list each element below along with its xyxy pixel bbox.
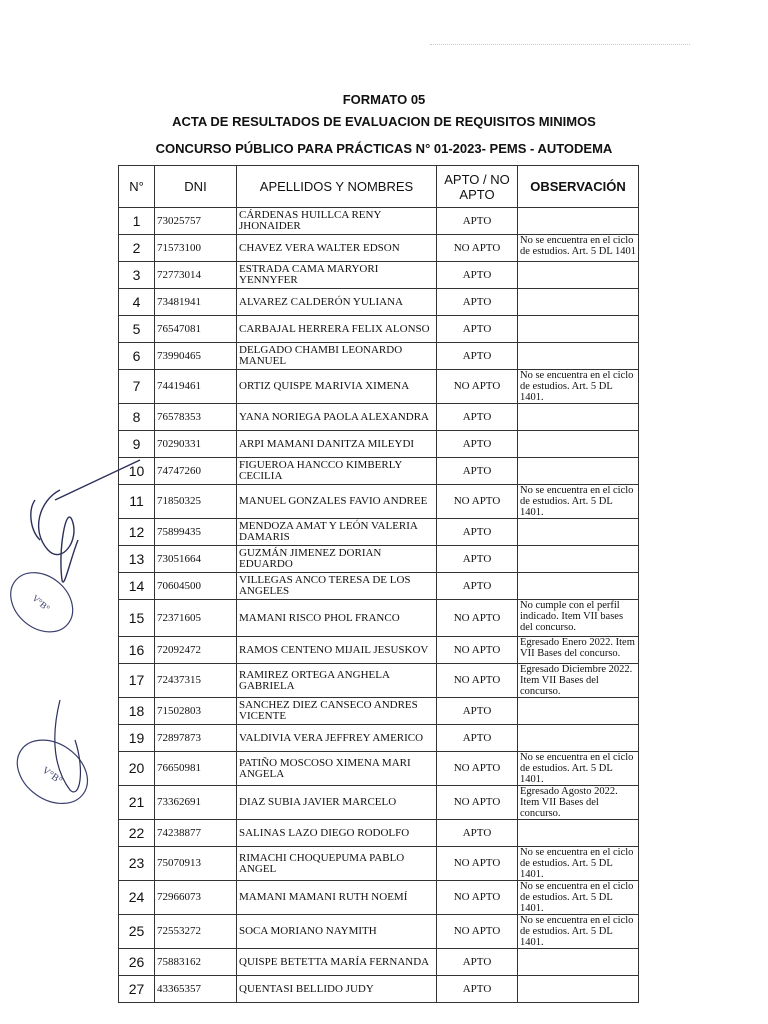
row-number: 12 [119, 519, 155, 546]
row-name: CHAVEZ VERA WALTER EDSON [237, 235, 437, 262]
row-number: 20 [119, 752, 155, 786]
table-row [119, 698, 639, 725]
table-row [119, 404, 639, 431]
row-apto: APTO [437, 820, 518, 847]
row-dni: 43365357 [155, 976, 237, 1003]
row-name: ORTIZ QUISPE MARIVIA XIMENA [237, 370, 437, 404]
row-name: MAMANI RISCO PHOL FRANCO [237, 600, 437, 637]
row-apto: APTO [437, 949, 518, 976]
col-header-dni: DNI [155, 166, 237, 208]
table-row [119, 485, 639, 519]
row-number: 6 [119, 343, 155, 370]
table-row [119, 235, 639, 262]
row-number: 10 [119, 458, 155, 485]
row-observacion: Egresado Agosto 2022. Item VII Bases del concurso. [518, 786, 639, 820]
table-row [119, 786, 639, 820]
row-apto: NO APTO [437, 485, 518, 519]
row-name: MANUEL GONZALES FAVIO ANDREE [237, 485, 437, 519]
row-dni: 72371605 [155, 600, 237, 637]
row-number: 11 [119, 485, 155, 519]
table-row [119, 262, 639, 289]
row-observacion [518, 698, 639, 725]
row-name: RIMACHI CHOQUEPUMA PABLO ANGEL [237, 847, 437, 881]
format-title: FORMATO 05 [342, 92, 426, 107]
row-apto: APTO [437, 289, 518, 316]
row-number: 1 [119, 208, 155, 235]
row-name: PATIÑO MOSCOSO XIMENA MARI ANGELA [237, 752, 437, 786]
row-apto: NO APTO [437, 664, 518, 698]
row-number: 17 [119, 664, 155, 698]
table-row [119, 820, 639, 847]
row-observacion [518, 820, 639, 847]
row-apto: APTO [437, 519, 518, 546]
row-number: 25 [119, 915, 155, 949]
row-observacion [518, 431, 639, 458]
row-dni: 73025757 [155, 208, 237, 235]
row-observacion: No se encuentra en el ciclo de estudios. Art. 5 DL 1401. [518, 881, 639, 915]
table-row [119, 208, 639, 235]
row-dni: 72897873 [155, 725, 237, 752]
row-dni: 70290331 [155, 431, 237, 458]
row-number: 15 [119, 600, 155, 637]
row-apto: NO APTO [437, 235, 518, 262]
row-apto: NO APTO [437, 786, 518, 820]
row-name: QUENTASI BELLIDO JUDY [237, 976, 437, 1003]
row-apto: NO APTO [437, 752, 518, 786]
row-dni: 74747260 [155, 458, 237, 485]
row-observacion [518, 519, 639, 546]
row-observacion: No se encuentra en el ciclo de estudios. Art. 5 DL 1401. [518, 485, 639, 519]
col-header-apto: APTO / NO APTO [437, 166, 518, 208]
row-name: SOCA MORIANO NAYMITH [237, 915, 437, 949]
table-row [119, 289, 639, 316]
row-apto: APTO [437, 262, 518, 289]
table-row [119, 637, 639, 664]
row-number: 3 [119, 262, 155, 289]
row-name: RAMOS CENTENO MIJAIL JESUSKOV [237, 637, 437, 664]
table-row [119, 431, 639, 458]
row-name: DIAZ SUBIA JAVIER MARCELO [237, 786, 437, 820]
row-name: MAMANI MAMANI RUTH NOEMÍ [237, 881, 437, 915]
svg-text:V°B°: V°B° [30, 592, 52, 614]
table-header-row [119, 166, 639, 208]
row-dni: 76547081 [155, 316, 237, 343]
row-observacion [518, 458, 639, 485]
row-number: 23 [119, 847, 155, 881]
row-number: 22 [119, 820, 155, 847]
svg-text:V°B°: V°B° [39, 765, 65, 787]
row-observacion: Egresado Diciembre 2022. Item VII Bases del concurso. [518, 664, 639, 698]
row-name: RAMIREZ ORTEGA ANGHELA GABRIELA [237, 664, 437, 698]
row-dni: 76650981 [155, 752, 237, 786]
row-observacion [518, 289, 639, 316]
row-dni: 72092472 [155, 637, 237, 664]
results-table [118, 165, 639, 1003]
row-name: QUISPE BETETTA MARÍA FERNANDA [237, 949, 437, 976]
row-number: 4 [119, 289, 155, 316]
row-number: 13 [119, 546, 155, 573]
row-apto: NO APTO [437, 847, 518, 881]
row-dni: 73051664 [155, 546, 237, 573]
row-apto: NO APTO [437, 370, 518, 404]
row-name: MENDOZA AMAT Y LEÓN VALERIA DAMARIS [237, 519, 437, 546]
row-number: 8 [119, 404, 155, 431]
row-observacion [518, 343, 639, 370]
row-apto: APTO [437, 431, 518, 458]
row-name: YANA NORIEGA PAOLA ALEXANDRA [237, 404, 437, 431]
row-apto: APTO [437, 976, 518, 1003]
row-observacion: No se encuentra en el ciclo de estudios. Art. 5 DL 1401. [518, 752, 639, 786]
row-number: 18 [119, 698, 155, 725]
row-observacion [518, 262, 639, 289]
row-apto: APTO [437, 316, 518, 343]
row-number: 21 [119, 786, 155, 820]
row-name: CÁRDENAS HUILLCA RENY JHONAIDER [237, 208, 437, 235]
row-name: FIGUEROA HANCCO KIMBERLY CECILIA [237, 458, 437, 485]
row-dni: 76578353 [155, 404, 237, 431]
row-number: 14 [119, 573, 155, 600]
table-row [119, 881, 639, 915]
col-header-observacion: OBSERVACIÓN [518, 166, 639, 208]
row-number: 2 [119, 235, 155, 262]
row-number: 27 [119, 976, 155, 1003]
table-row [119, 370, 639, 404]
scan-artifact [430, 44, 690, 47]
row-apto: NO APTO [437, 600, 518, 637]
row-dni: 71502803 [155, 698, 237, 725]
signature-scribble [31, 460, 140, 582]
table-row [119, 949, 639, 976]
col-header-number: N° [119, 166, 155, 208]
stamp-1 [0, 560, 84, 644]
table-row [119, 725, 639, 752]
row-number: 16 [119, 637, 155, 664]
row-apto: APTO [437, 458, 518, 485]
table-row [119, 316, 639, 343]
row-name: ALVAREZ CALDERÓN YULIANA [237, 289, 437, 316]
col-header-name: APELLIDOS Y NOMBRES [237, 166, 437, 208]
row-dni: 74419461 [155, 370, 237, 404]
table-row [119, 458, 639, 485]
row-observacion [518, 573, 639, 600]
row-dni: 73362691 [155, 786, 237, 820]
acta-title: ACTA DE RESULTADOS DE EVALUACION DE REQUISITOS MINIMOS [172, 114, 596, 129]
table-row [119, 847, 639, 881]
row-apto: APTO [437, 698, 518, 725]
row-observacion [518, 725, 639, 752]
row-number: 19 [119, 725, 155, 752]
table-row [119, 600, 639, 637]
row-name: SANCHEZ DIEZ CANSECO ANDRES VICENTE [237, 698, 437, 725]
row-observacion: No cumple con el perfil indicado. Item VII bases del concurso. [518, 600, 639, 637]
table-row [119, 915, 639, 949]
row-dni: 72553272 [155, 915, 237, 949]
row-observacion: No se encuentra en el ciclo de estudios. Art. 5 DL 1401. [518, 915, 639, 949]
row-dni: 72773014 [155, 262, 237, 289]
row-observacion: No se encuentra en el ciclo de estudios. Art. 5 DL 1401. [518, 370, 639, 404]
row-dni: 72966073 [155, 881, 237, 915]
row-dni: 75883162 [155, 949, 237, 976]
row-name: ARPI MAMANI DANITZA MILEYDI [237, 431, 437, 458]
row-dni: 72437315 [155, 664, 237, 698]
row-apto: APTO [437, 208, 518, 235]
row-apto: APTO [437, 573, 518, 600]
row-observacion: No se encuentra en el ciclo de estudios. Art. 5 DL 1401 [518, 235, 639, 262]
row-apto: APTO [437, 404, 518, 431]
row-observacion [518, 316, 639, 343]
row-observacion [518, 404, 639, 431]
row-apto: NO APTO [437, 915, 518, 949]
row-name: DELGADO CHAMBI LEONARDO MANUEL [237, 343, 437, 370]
row-apto: APTO [437, 725, 518, 752]
row-name: SALINAS LAZO DIEGO RODOLFO [237, 820, 437, 847]
row-dni: 71573100 [155, 235, 237, 262]
row-dni: 71850325 [155, 485, 237, 519]
row-dni: 75899435 [155, 519, 237, 546]
table-row [119, 976, 639, 1003]
row-apto: NO APTO [437, 637, 518, 664]
row-observacion [518, 546, 639, 573]
row-name: ESTRADA CAMA MARYORI YENNYFER [237, 262, 437, 289]
signature-and-stamps [0, 440, 150, 840]
row-observacion [518, 976, 639, 1003]
row-dni: 75070913 [155, 847, 237, 881]
row-apto: APTO [437, 546, 518, 573]
row-name: VILLEGAS ANCO TERESA DE LOS ANGELES [237, 573, 437, 600]
concurso-title: CONCURSO PÚBLICO PARA PRÁCTICAS N° 01-2023- PEMS - AUTODEMA [155, 141, 613, 156]
row-number: 7 [119, 370, 155, 404]
table-row [119, 343, 639, 370]
row-apto: APTO [437, 343, 518, 370]
row-observacion: Egresado Enero 2022. Item VII Bases del concurso. [518, 637, 639, 664]
row-observacion [518, 208, 639, 235]
row-apto: NO APTO [437, 881, 518, 915]
row-number: 9 [119, 431, 155, 458]
row-name: VALDIVIA VERA JEFFREY AMERICO [237, 725, 437, 752]
table-row [119, 519, 639, 546]
row-dni: 73481941 [155, 289, 237, 316]
row-dni: 74238877 [155, 820, 237, 847]
row-name: CARBAJAL HERRERA FELIX ALONSO [237, 316, 437, 343]
table-row [119, 546, 639, 573]
table-row [119, 664, 639, 698]
table-row [119, 573, 639, 600]
row-number: 5 [119, 316, 155, 343]
row-dni: 70604500 [155, 573, 237, 600]
row-number: 24 [119, 881, 155, 915]
row-observacion: No se encuentra en el ciclo de estudios. Art. 5 DL 1401. [518, 847, 639, 881]
table-row [119, 752, 639, 786]
row-dni: 73990465 [155, 343, 237, 370]
row-name: GUZMÁN JIMENEZ DORIAN EDUARDO [237, 546, 437, 573]
row-number: 26 [119, 949, 155, 976]
row-observacion [518, 949, 639, 976]
stamp-2 [5, 727, 99, 816]
